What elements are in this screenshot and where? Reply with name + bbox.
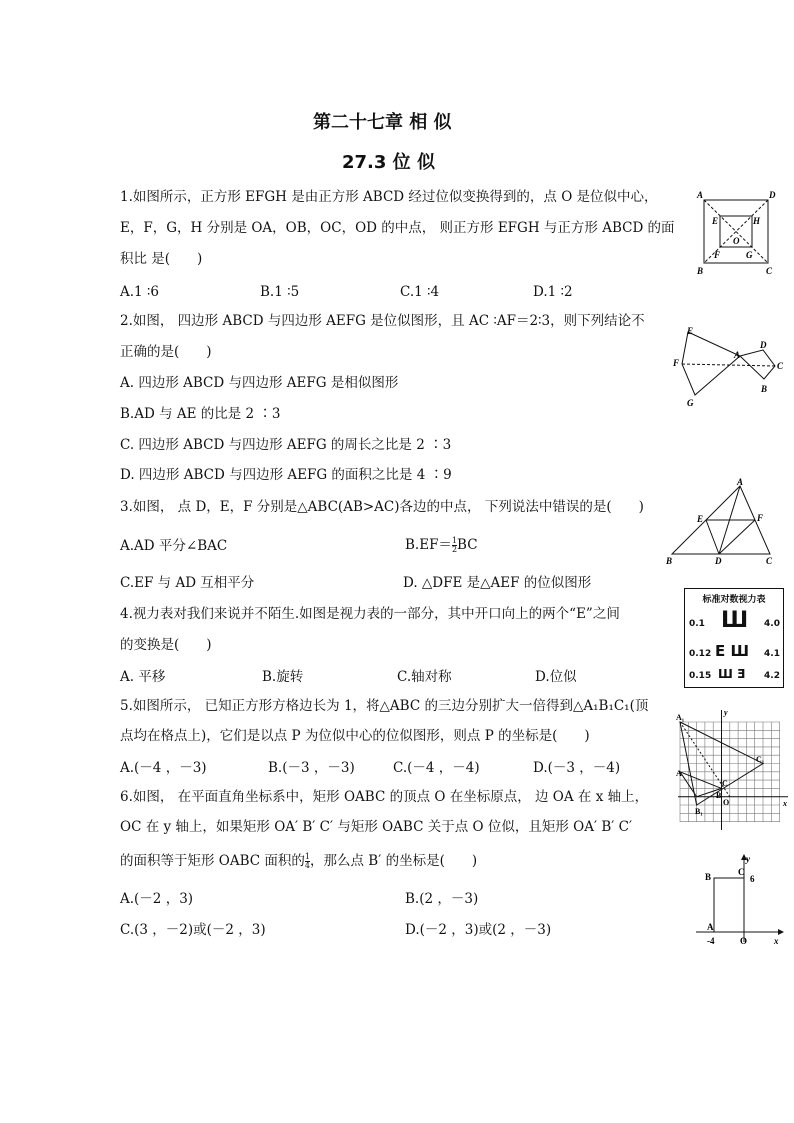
q4-row3-left: 0.15 <box>689 671 712 681</box>
q1-label-e: E <box>712 216 719 226</box>
q6-label-a: A <box>707 922 714 932</box>
q1-figure <box>695 188 780 278</box>
q1-label-f: F <box>714 250 721 260</box>
q5-label-c1: C₁ <box>756 755 765 764</box>
q6-option-b[interactable]: B.(2 ，－3) <box>405 891 479 907</box>
q4-row1-right: 4.0 <box>764 619 780 629</box>
q5-option-d[interactable]: D.(－3 ，－4) <box>533 760 621 776</box>
q6-fraction: $\frac{1}{4}$ <box>304 852 310 870</box>
q6-line3 <box>120 852 477 870</box>
q6-label-b: B <box>705 872 712 882</box>
section-title: 27.3 位 似 <box>342 152 435 173</box>
q1-line3: 积比 是( ) <box>120 251 203 267</box>
q4-option-b[interactable]: B.旋转 <box>262 669 304 685</box>
q1-option-b[interactable]: B.1 ∶5 <box>260 284 300 300</box>
q1-label-c: C <box>766 266 773 276</box>
q6-label-c: C <box>738 867 745 877</box>
q3-label-e: E <box>697 514 704 524</box>
q6-label-y: y <box>746 854 750 864</box>
q4-row1-glyph: Ш <box>721 608 749 633</box>
q5-figure <box>676 706 790 832</box>
q3-line1: 3.如图， 点 D，E，F 分别是△ABC(AB>AC)各边的中点， 下列说法中错误的是( ) <box>120 499 644 515</box>
q5-label-b1: B₁ <box>695 807 703 816</box>
q5-line1: 5.如图所示， 已知正方形方格边长为 1，将△ABC 的三边分别扩大一倍得到△A₁B₁C₁(顶 <box>120 698 649 714</box>
q1-label-h: H <box>753 216 761 226</box>
q2-label-b: B <box>761 384 768 394</box>
q2-line1: 2.如图， 四边形 ABCD 与四边形 AEFG 是位似图形，且 AC ∶AF＝2∶3，则下列结论不 <box>120 313 645 329</box>
q2-option-c[interactable]: C. 四边形 ABCD 与四边形 AEFG 的周长之比是 2 ∶3 <box>120 437 452 453</box>
q3-option-a[interactable]: A.AD 平分∠BAC <box>120 538 228 554</box>
q1-option-a[interactable]: A.1 ∶6 <box>120 284 160 300</box>
q5-option-b[interactable]: B.(－3 ，－3) <box>268 760 355 776</box>
q5-label-a: A <box>676 769 682 778</box>
q3-label-f: F <box>757 513 764 523</box>
q4-option-a[interactable]: A. 平移 <box>120 669 166 685</box>
q6-option-c[interactable]: C.(3 ，－2)或(－2 ，3) <box>120 922 266 938</box>
q3-option-d[interactable]: D. △DFE 是△AEF 的位似图形 <box>403 575 592 591</box>
q4-eye-chart <box>684 588 784 688</box>
q3-option-c[interactable]: C.EF 与 AD 互相平分 <box>120 575 255 591</box>
q2-label-g: G <box>687 398 694 408</box>
chapter-title: 第二十七章 相 似 <box>313 112 452 133</box>
q1-label-b: B <box>697 266 704 276</box>
q4-row2-glyph: E Ш <box>715 642 749 660</box>
q5-label-y: y <box>724 708 728 717</box>
q4-row3-glyph: Ш Ǝ <box>718 667 746 681</box>
q6-line3-prefix: 的面积等于矩形 OABC 面积的 <box>120 853 305 869</box>
q5-option-a[interactable]: A.(－4 ，－3) <box>120 760 207 776</box>
q3-figure <box>660 476 782 566</box>
q3-label-c: C <box>766 556 773 566</box>
q3-option-b-fraction: $\frac{1}{2}$ <box>451 536 458 554</box>
q1-option-c[interactable]: C.1 ∶4 <box>400 284 440 300</box>
q2-option-a[interactable]: A. 四边形 ABCD 与四边形 AEFG 是相似图形 <box>120 375 399 391</box>
q5-label-c: C <box>722 779 728 788</box>
q2-label-d: D <box>760 340 767 350</box>
q2-option-d[interactable]: D. 四边形 ABCD 与四边形 AEFG 的面积之比是 4 ∶9 <box>120 467 452 483</box>
q1-option-d[interactable]: D.1 ∶2 <box>533 284 573 300</box>
q4-line2: 的变换是( ) <box>120 637 212 653</box>
q3-option-b[interactable] <box>405 536 478 554</box>
q5-label-b: B <box>716 791 722 800</box>
q2-label-f: F <box>673 358 680 368</box>
q4-option-c[interactable]: C.轴对称 <box>397 669 452 685</box>
q5-option-c[interactable]: C.(－4 ，－4) <box>393 760 480 776</box>
q3-option-b-prefix: B.EF＝ <box>405 537 452 553</box>
q6-line3-suffix: ，那么点 B′ 的坐标是( ) <box>310 853 478 869</box>
q6-figure <box>694 852 786 948</box>
q1-label-d: D <box>769 190 776 200</box>
q2-line2: 正确的是( ) <box>120 344 212 360</box>
q3-label-b: B <box>666 556 673 566</box>
q6-label-6: 6 <box>750 874 755 884</box>
q5-line2: 点均在格点上)，它们是以点 P 为位似中心的位似图形，则点 P 的坐标是( ) <box>120 728 590 744</box>
q2-label-a: A <box>734 350 741 360</box>
q4-row2-left: 0.12 <box>689 649 712 659</box>
q4-row3-right: 4.2 <box>764 671 780 681</box>
q4-line1: 4.视力表对我们来说并不陌生.如图是视力表的一部分，其中开口向上的两个“E”之间 <box>120 606 620 622</box>
q1-label-o: O <box>733 236 740 246</box>
q2-figure <box>670 322 790 410</box>
q6-line1: 6.如图， 在平面直角坐标系中，矩形 OABC 的顶点 O 在坐标原点， 边 OA 在 x 轴上， <box>120 789 649 805</box>
q6-label-x: x <box>774 936 779 946</box>
q2-label-c: C <box>777 361 784 371</box>
q3-option-b-suffix: BC <box>457 537 478 553</box>
q6-line2: OC 在 y 轴上，如果矩形 OA′ B′ C′ 与矩形 OABC 关于点 O 位似，且矩形 OA′ B′ C′ <box>120 819 633 835</box>
q2-label-e: E <box>687 326 694 336</box>
q4-row1-left: 0.1 <box>689 619 705 629</box>
q1-label-g: G <box>746 250 753 260</box>
q5-label-a1: A₁ <box>676 713 685 722</box>
q1-label-a: A <box>697 190 704 200</box>
q4-option-d[interactable]: D.位似 <box>535 669 577 685</box>
q2-option-b[interactable]: B.AD 与 AE 的比是 2 ∶3 <box>120 406 281 422</box>
q5-label-o: O <box>723 798 730 807</box>
q1-line2: E，F，G，H 分别是 OA，OB，OC，OD 的中点， 则正方形 EFGH 与正方形 ABCD 的面 <box>120 220 675 236</box>
q6-option-a[interactable]: A.(－2 ，3) <box>120 891 194 907</box>
q5-label-x: x <box>783 799 787 808</box>
q6-label-neg4: -4 <box>707 936 715 946</box>
q4-row2-right: 4.1 <box>764 649 780 659</box>
q1-line1: 1.如图所示，正方形 EFGH 是由正方形 ABCD 经过位似变换得到的，点 O 是位似中心， <box>120 189 658 205</box>
q3-label-a: A <box>737 477 744 487</box>
q6-label-o: O <box>740 936 748 946</box>
q4-chart-title: 标准对数视力表 <box>702 595 766 605</box>
q3-label-d: D <box>715 556 722 566</box>
q6-option-d[interactable]: D.(－2 ，3)或(2 ，－3) <box>405 922 552 938</box>
